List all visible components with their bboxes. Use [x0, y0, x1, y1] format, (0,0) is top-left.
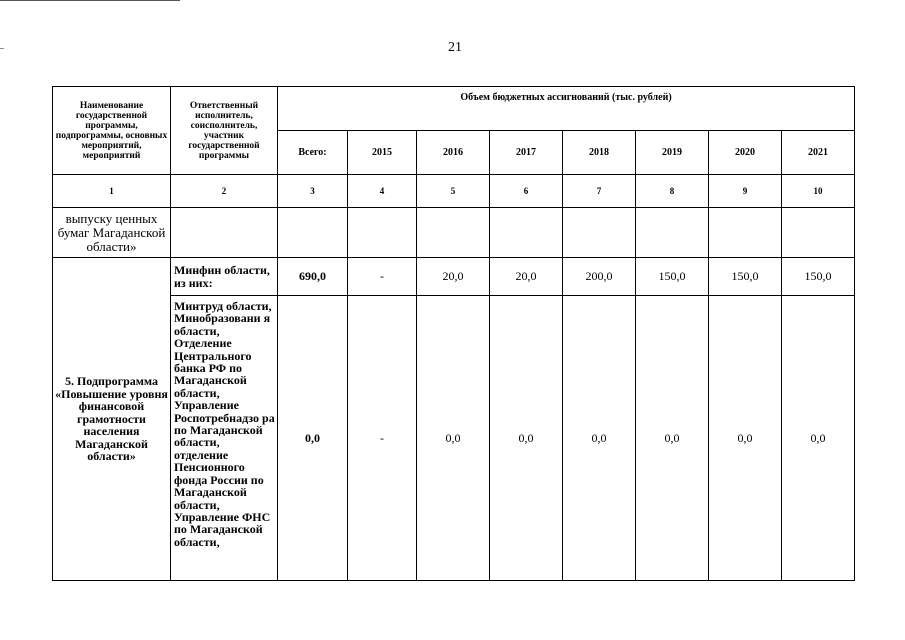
header-year: 2020	[709, 131, 782, 175]
year-value: 200,0	[563, 258, 636, 296]
header-program-name: Наименование государственной программы, подпрограммы, основных мероприятий, мероприятий	[53, 87, 171, 175]
year-value: 150,0	[782, 258, 855, 296]
empty-cell	[636, 208, 709, 258]
column-number: 7	[563, 175, 636, 208]
top-rule	[0, 0, 180, 1]
year-value: 0,0	[490, 296, 563, 581]
header-row	[53, 87, 855, 131]
column-number: 9	[709, 175, 782, 208]
table-row	[53, 208, 855, 258]
header-year: 2018	[563, 131, 636, 175]
year-value: -	[348, 296, 417, 581]
empty-cell	[490, 208, 563, 258]
executor-cell: Минфин области, из них:	[171, 258, 278, 296]
year-value: 150,0	[636, 258, 709, 296]
header-executor: Ответственный исполнитель, соисполнитель, участник государственной программы	[171, 87, 278, 175]
year-value: 0,0	[782, 296, 855, 581]
continued-program-name: выпуску ценных бумаг Магаданской области»	[53, 208, 171, 258]
empty-cell	[278, 208, 348, 258]
executor-cell: Минтруд области, Минобразовани я области, Отделение Центрального банка РФ по Магаданской области, Управление Роспотребнадзо ра по Магаданской области, отделение Пенсионного фонда России по Магаданской области, Управление ФНС по Магаданской области,	[171, 296, 278, 581]
empty-cell	[782, 208, 855, 258]
year-value: 20,0	[417, 258, 490, 296]
year-value: 0,0	[636, 296, 709, 581]
header-year: 2017	[490, 131, 563, 175]
subprogram-name: 5. Подпрограмма «Повышение уровня финансовой грамотности населения Магаданской области»	[53, 258, 171, 581]
year-value: -	[348, 258, 417, 296]
year-value: 0,0	[709, 296, 782, 581]
column-number-row	[53, 175, 855, 208]
header-year: 2015	[348, 131, 417, 175]
margin-mark	[0, 48, 4, 49]
empty-cell	[171, 208, 278, 258]
header-year: 2019	[636, 131, 709, 175]
header-year: 2016	[417, 131, 490, 175]
column-number: 1	[53, 175, 171, 208]
empty-cell	[563, 208, 636, 258]
empty-cell	[709, 208, 782, 258]
table-row	[53, 296, 855, 581]
year-value: 150,0	[709, 258, 782, 296]
header-budget-title: Объем бюджетных ассигнований (тыс. рублей)	[278, 87, 855, 131]
empty-cell	[417, 208, 490, 258]
column-number: 2	[171, 175, 278, 208]
header-total: Всего:	[278, 131, 348, 175]
year-value: 20,0	[490, 258, 563, 296]
page-number: 21	[448, 40, 462, 55]
total-value: 0,0	[278, 296, 348, 581]
column-number: 8	[636, 175, 709, 208]
empty-cell	[348, 208, 417, 258]
header-year: 2021	[782, 131, 855, 175]
column-number: 4	[348, 175, 417, 208]
year-value: 0,0	[563, 296, 636, 581]
table-row	[53, 258, 855, 296]
column-number: 6	[490, 175, 563, 208]
column-number: 5	[417, 175, 490, 208]
column-number: 10	[782, 175, 855, 208]
budget-table	[52, 86, 855, 581]
column-number: 3	[278, 175, 348, 208]
total-value: 690,0	[278, 258, 348, 296]
year-value: 0,0	[417, 296, 490, 581]
